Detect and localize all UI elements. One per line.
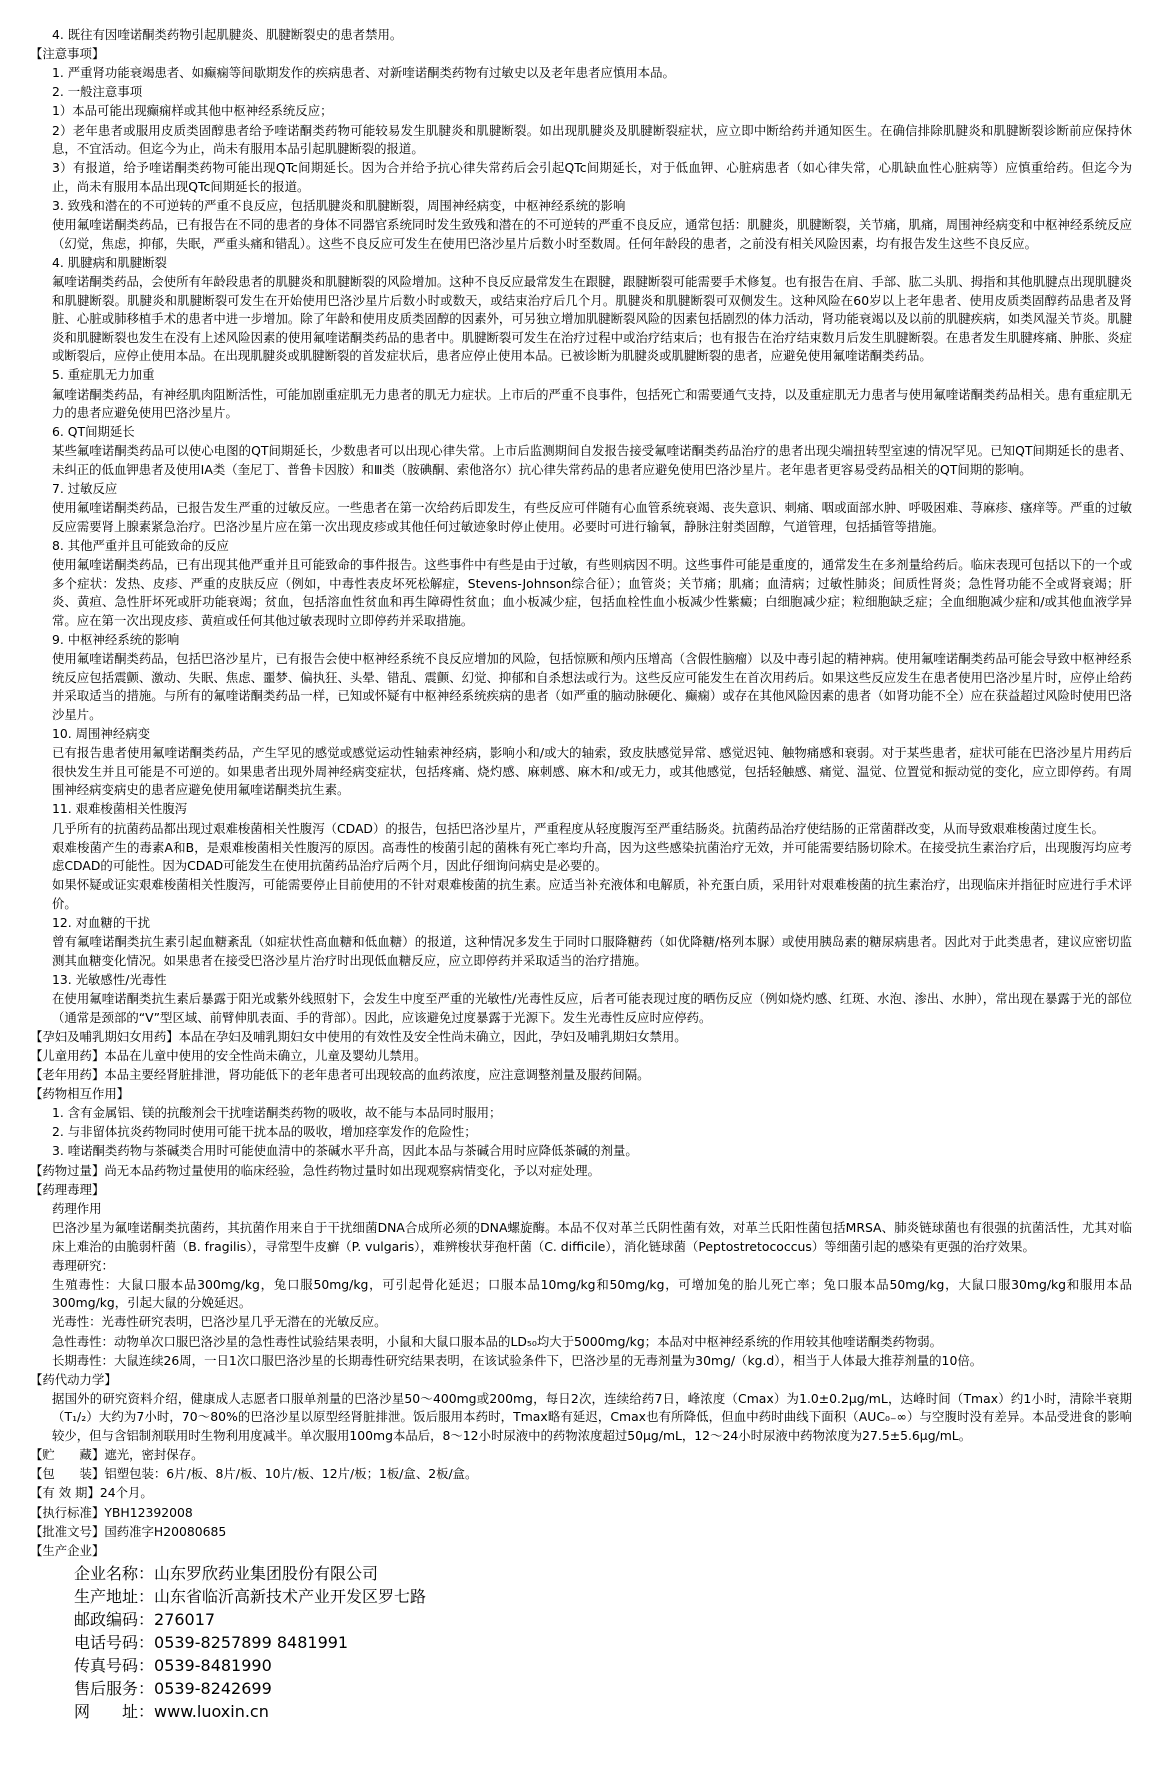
paragraph: 【执行标准】YBH12392008 xyxy=(30,1504,193,1520)
paragraph: 如果怀疑或证实艰难梭菌相关性腹泻，可能需要停止目前使用的不针对艰难梭菌的抗生素。应适当补充液体和电解质，补充蛋白质，采用针对艰难梭菌的抗生素治疗，出现临床并指征时应进行手术评价。 xyxy=(52,877,1132,912)
paragraph: 在使用氟喹诺酮类抗生素后暴露于阳光或紫外线照射下，会发生中度至严重的光敏性/光毒性反应，后者可能表现过度的晒伤反应（例如烧灼感、红斑、水泡、渗出、水肿），常出现在暴露于光的部位（通常是颈部的“V”型区域、前臂伸肌表面、手的背部）。因此，应该避免过度暴露于光源下。发生光毒性反应时应停药。 xyxy=(52,991,1132,1025)
paragraph: 【儿童用药】本品在儿童中使用的安全性尚未确立，儿童及婴幼儿禁用。 xyxy=(30,1047,427,1063)
paragraph: 2）老年患者或服用皮质类固醇患者给予喹诺酮类药物可能较易发生肌腱炎和肌腱断裂。如出现肌腱炎及肌腱断裂症状，应立即中断给药并通知医生。在确信排除肌腱炎和肌腱断裂诊断前应保持休息，不宜活动。但迄今为止，尚未有服用本品引起肌腱断裂的报道。 xyxy=(52,122,1132,157)
paragraph: 6. QT间期延长 xyxy=(52,424,135,440)
paragraph: 【药代动力学】 xyxy=(30,1371,117,1387)
manufacturer-row-label: 邮政编码： xyxy=(74,1609,155,1629)
manufacturer-row-value: 0539-8481990 xyxy=(154,1655,272,1675)
paragraph: 【孕妇及哺乳期妇女用药】本品在孕妇及哺乳期妇女中使用的有效性及安全性尚未确立，因此，孕妇及哺乳期妇女禁用。 xyxy=(30,1028,687,1044)
paragraph: 11. 艰难梭菌相关性腹泻 xyxy=(52,801,188,817)
paragraph: 【药物过量】尚无本品药物过量使用的临床经验，急性药物过量时如出现观察病情变化，予以对症处理。 xyxy=(30,1162,600,1178)
paragraph: 【注意事项】 xyxy=(30,46,105,62)
paragraph: 8. 其他严重并且可能致命的反应 xyxy=(52,537,229,553)
manufacturer-row xyxy=(74,1607,1132,1630)
paragraph: 使用氟喹诺酮类药品，已报告发生严重的过敏反应。一些患者在第一次给药后即发生，有些反应可伴随有心血管系统衰竭、丧失意识、刺痛、咽或面部水肿、呼吸困难、荨麻疹、瘙痒等。严重的过敏反应需要肾上腺素紧急治疗。巴洛沙星片应在第一次出现皮疹或其他任何过敏迹象时停止使用。必要时可进行输氧，静脉注射类固醇，气道管理，包括插管等措施。 xyxy=(52,500,1132,534)
paragraph: 巴洛沙星为氟喹诺酮类抗菌药，其抗菌作用来自于干扰细菌DNA合成所必须的DNA螺旋酶。本品不仅对革兰氏阴性菌有效，对革兰氏阳性菌包括MRSA、肺炎链球菌也有很强的抗菌活性，尤其对临床上难治的由脆弱杆菌（B. fragilis），寻常型牛皮癣（P. vulgaris），难辨梭状芽孢杆菌（C. difficile），消化链球菌（Peptostretococcus）等细菌引起的感染有更强的治疗效果。 xyxy=(52,1219,1132,1254)
paragraph: 已有报告患者使用氟喹诺酮类药品，产生罕见的感觉或感觉运动性轴索神经病，影响小和/或大的轴索，致皮肤感觉异常、感觉迟钝、触物痛感和衰弱。对于某些患者，症状可能在巴洛沙星片用药后很快发生并且可能是不可逆的。如果患者出现外周神经病变症状，包括疼痛、烧灼感、麻刺感、麻木和/或无力，或其他感觉，包括轻触感、痛觉、温觉、位置觉和振动觉的变化，应立即停药。有周围神经病变病史的患者应避免使用氟喹诺酮类抗生素。 xyxy=(52,745,1132,798)
paragraph: 【老年用药】本品主要经肾脏排泄，肾功能低下的老年患者可出现较高的血药浓度，应注意调整剂量及服药间隔。 xyxy=(30,1067,650,1083)
paragraph: 使用氟喹诺酮类药品，已有报告在不同的患者的身体不同器官系统同时发生致残和潜在的不可逆转的严重不良反应，通常包括：肌腱炎，肌腱断裂，关节痛，肌痛，周围神经病变和中枢神经系统反应（幻觉，焦虑，抑郁，失眠，严重头痛和错乱）。这些不良反应可发生在使用巴洛沙星片后数小时至数周。任何年龄段的患者，之前没有相关风险因素，均有报告发生这些不良反应。 xyxy=(52,217,1132,251)
paragraph: 4. 既往有因喹诺酮类药物引起肌腱炎、肌腱断裂史的患者禁用。 xyxy=(52,27,403,42)
paragraph: 【药物相互作用】 xyxy=(30,1086,130,1102)
paragraph: 据国外的研究资料介绍，健康成人志愿者口服单剂量的巴洛沙星50～400mg或200mg，每日2次，连续给药7日，峰浓度（Cmax）为1.0±0.2μg/mL，达峰时间（Tmax）约1小时，清除半衰期（T₁/₂）大约为7小时，70～80%的巴洛沙星以原型经肾脏排泄。饭后服用本药时，Tmax略有延迟，Cmax也有所降低，但血中药时曲线下面积（AUC₀₋∞）与空腹时没有差异。本品受进食的影响较少，但与含铝制剂联用时生物利用度减半。单次服用100mg本品后，8～12小时尿液中的药物浓度超过50μg/mL，12～24小时尿液中药物浓度为27.5±5.6μg/mL。 xyxy=(52,1390,1132,1444)
paragraph: 光毒性：光毒性研究表明，巴洛沙星几乎无潜在的光敏反应。 xyxy=(52,1314,387,1330)
manufacturer-row-value: 山东罗欣药业集团股份有限公司 xyxy=(154,1563,379,1583)
manufacturer-row-value: www.luoxin.cn xyxy=(154,1701,269,1721)
paragraph: 氟喹诺酮类药品，会使所有年龄段患者的肌腱炎和肌腱断裂的风险增加。这种不良反应最常发生在跟腱，跟腱断裂可能需要手术修复。也有报告在肩、手部、肱二头肌、拇指和其他肌腱点出现肌腱炎和肌腱断裂。肌腱炎和肌腱断裂可发生在开始使用巴洛沙星片后数小时或数天，或结束治疗后几个月。肌腱炎和肌腱断裂可双侧发生。这种风险在60岁以上老年患者、使用皮质类固醇药品患者及肾脏、心脏或肺移植手术的患者中进一步增加。除了年龄和使用皮质类固醇的因素外，可另独立增加肌腱断裂风险的因素包括剧烈的体力活动，肾功能衰竭以及以前的肌腱疾病，如类风湿关节炎。肌腱炎和肌腱断裂也发生在没有上述风险因素的使用氟喹诺酮类药品的患者中。肌腱断裂可发生在治疗过程中或治疗结束后；也有报告在治疗结束数月后发生肌腱断裂。在患者发生肌腱疼痛、肿胀、炎症或断裂后，应停止使用本品。在出现肌腱炎或肌腱断裂的首发症状后，患者应停止使用本品。已被诊断为肌腱炎或肌腱断裂的患者，应避免使用氟喹诺酮类药品。 xyxy=(52,273,1132,364)
manufacturer-row-label: 电话号码： xyxy=(74,1632,155,1652)
paragraph: 艰难梭菌产生的毒素A和B，是艰难梭菌相关性腹泻的原因。高毒性的梭菌引起的菌株有死亡率均升高，因为这些感染抗菌治疗无效，并可能需要结肠切除术。在接受抗生素治疗后，出现腹泻均应考虑CDAD的可能性。因为CDAD可能发生在使用抗菌药品治疗后两个月，因此仔细询问病史是必要的。 xyxy=(52,839,1132,874)
paragraph: 7. 过敏反应 xyxy=(52,481,118,497)
paragraph: 使用氟喹诺酮类药品，包括巴洛沙星片，已有报告会使中枢神经系统不良反应增加的风险，包括惊厥和颅内压增高（含假性脑瘤）以及中毒引起的精神病。使用氟喹诺酮类药品可能会导致中枢神经系统反应包括震颤、激动、失眠、焦虑、噩梦、偏执狂、头晕、错乱、震颤、幻觉、抑郁和自杀想法或行为。这些反应可能发生在首次用药后。如果这些反应发生在患者使用巴洛沙星片时，应停止给药并采取适当的措施。与所有的氟喹诺酮类药品一样，已知或怀疑有中枢神经系统疾病的患者（如严重的脑动脉硬化、癫痫）或存在其他风险因素的患者（如肾功能不全）应在获益超过风险时使用巴洛沙星片。 xyxy=(52,651,1132,722)
paragraph: 长期毒性：大鼠连续26周，一日1次口服巴洛沙星的长期毒性研究结果表明，在该试验条件下，巴洛沙星的无毒剂量为30mg/（kg.d），相当于人体最大推荐剂量的10倍。 xyxy=(52,1352,983,1368)
paragraph: 1. 含有金属铝、镁的抗酸剂会干扰喹诺酮类药物的吸收，故不能与本品同时服用； xyxy=(52,1105,502,1121)
manufacturer-block xyxy=(30,1561,1132,1722)
paragraph: 【包 装】铝塑包装：6片/板、8片/板、10片/板、12片/板；1板/盒、2板/盒。 xyxy=(30,1466,478,1482)
paragraph: 几乎所有的抗菌药品都出现过艰难梭菌相关性腹泻（CDAD）的报告，包括巴洛沙星片，严重程度从轻度腹泻至严重结肠炎。抗菌药品治疗使结肠的正常菌群改变，从而导致艰难梭菌过度生长。 xyxy=(52,820,1105,836)
paragraph: 曾有氟喹诺酮类抗生素引起血糖紊乱（如症状性高血糖和低血糖）的报道，这种情况多发生于同时口服降糖药（如优降糖/格列本脲）或使用胰岛素的糖尿病患者。因此对于此类患者，建议应密切监测其血糖变化情况。如果患者在接受巴洛沙星片治疗时出现低血糖反应，应立即停药并采取适当的治疗措施。 xyxy=(52,934,1132,968)
manufacturer-row-label: 网 址： xyxy=(74,1701,155,1721)
paragraph: 3）有报道，给予喹诺酮类药物可能出现QTc间期延长。因为合并给予抗心律失常药后会引起QTc间期延长，对于低血钾、心脏病患者（如心律失常，心肌缺血性心脏病等）应慎重给药。但迄今为止，尚未有服用本品出现QTc间期延长的报道。 xyxy=(52,160,1132,194)
paragraph: 【药理毒理】 xyxy=(30,1181,105,1197)
paragraph: 氟喹诺酮类药品，有神经肌肉阻断活性，可能加剧重症肌无力患者的肌无力症状。上市后的严重不良事件，包括死亡和需要通气支持，以及重症肌无力患者与使用氟喹诺酮类药品相关。患有重症肌无力的患者应避免使用巴洛沙星片。 xyxy=(52,386,1132,421)
paragraph: 毒理研究： xyxy=(52,1257,114,1273)
paragraph: 9. 中枢神经系统的影响 xyxy=(52,632,180,647)
paragraph: 【批准文号】国药准字H20080685 xyxy=(30,1523,227,1539)
manufacturer-row xyxy=(74,1699,1132,1722)
manufacturer-row-label: 企业名称： xyxy=(74,1563,155,1583)
manufacturer-row-value: 0539-8242699 xyxy=(154,1678,272,1698)
paragraph: 4. 肌腱病和肌腱断裂 xyxy=(52,254,167,270)
paragraph: 1. 严重肾功能衰竭患者、如癫痫等间歇期发作的疾病患者、对新喹诺酮类药物有过敏史以及老年患者应慎用本品。 xyxy=(52,65,675,81)
manufacturer-row-value: 276017 xyxy=(154,1609,216,1629)
paragraph: 12. 对血糖的干扰 xyxy=(52,915,150,931)
paragraph: 急性毒性：动物单次口服巴洛沙星的急性毒性试验结果表明，小鼠和大鼠口服本品的LD₅₀均大于5000mg/kg；本品对中枢神经系统的作用较其他喹诺酮类药物弱。 xyxy=(52,1333,943,1349)
manufacturer-row-label: 售后服务： xyxy=(74,1678,155,1698)
manufacturer-row-label: 生产地址： xyxy=(74,1586,155,1606)
paragraph: 【贮 藏】遮光，密封保存。 xyxy=(30,1447,204,1463)
paragraph: 2. 一般注意事项 xyxy=(52,84,143,100)
paragraph: 某些氟喹诺酮类药品可以使心电图的QT间期延长，少数患者可以出现心律失常。上市后监测期间自发报告接受氟喹诺酮类药品治疗的患者出现尖端扭转型室速的情况罕见。已知QT间期延长的患者、未纠正的低血钾患者及使用IA类（奎尼丁、普鲁卡因胺）和Ⅲ类（胺碘酮、索他洛尔）抗心律失常药品的患者应避免使用巴洛沙星片。老年患者更容易受药品相关的QT间期的影响。 xyxy=(52,443,1132,478)
manufacturer-row xyxy=(74,1653,1132,1676)
manufacturer-row xyxy=(74,1630,1132,1653)
paragraph: 生殖毒性：大鼠口服本品300mg/kg，兔口服50mg/kg，可引起骨化延迟；口服本品10mg/kg和50mg/kg，可增加兔的胎儿死亡率；兔口服本品50mg/kg，大鼠口服30mg/kg和服用本品300mg/kg，引起大鼠的分娩延迟。 xyxy=(52,1276,1132,1311)
paragraph: 【有 效 期】24个月。 xyxy=(30,1485,153,1501)
paragraph: 13. 光敏感性/光毒性 xyxy=(52,971,167,987)
manufacturer-row-value: 山东省临沂高新技术产业开发区罗七路 xyxy=(154,1586,427,1606)
paragraph: 3. 致残和潜在的不可逆转的严重不良反应，包括肌腱炎和肌腱断裂，周围神经病变，中枢神经系统的影响 xyxy=(52,197,626,213)
paragraph: 使用氟喹诺酮类药品，已有出现其他严重并且可能致命的事件报告。这些事件中有些是由于过敏，有些则病因不明。这些事件可能是重度的，通常发生在多剂量给药后。临床表现可包括以下的一个或多个症状：发热、皮疹、严重的皮肤反应（例如，中毒性表皮坏死松解症，Stevens-Johnson综合征）；血管炎；关节痛；肌痛；血清病；过敏性肺炎；间质性肾炎；急性肾功能不全或肾衰竭；肝炎、黄疸、急性肝坏死或肝功能衰竭；贫血，包括溶血性贫血和再生障碍性贫血；血小板减少症，包括血栓性血小板减少性紫癜；白细胞减少症；粒细胞缺乏症；全血细胞减少症和/或其他血液学异常。应在第一次出现皮疹、黄疸或任何其他过敏表现时立即停药并采取措施。 xyxy=(52,557,1132,628)
manufacturer-row-label: 传真号码： xyxy=(74,1655,155,1675)
paragraph: 【生产企业】 xyxy=(30,1542,105,1558)
manufacturer-row xyxy=(74,1676,1132,1699)
manufacturer-row-value: 0539-8257899 8481991 xyxy=(154,1632,349,1652)
manufacturer-row xyxy=(74,1561,1132,1584)
paragraph: 2. 与非留体抗炎药物同时使用可能干扰本品的吸收，增加痉挛发作的危险性； xyxy=(52,1124,477,1140)
paragraph: 10. 周围神经病变 xyxy=(52,726,150,742)
paragraph: 5. 重症肌无力加重 xyxy=(52,367,155,383)
paragraph: 1）本品可能出现癫痫样或其他中枢神经系统反应； xyxy=(52,103,333,119)
manufacturer-row xyxy=(74,1584,1132,1607)
paragraph: 药理作用 xyxy=(52,1200,102,1216)
document-body xyxy=(30,26,1132,1560)
paragraph: 3. 喹诺酮类药物与茶碱类合用时可能使血清中的茶碱水平升高，因此本品与茶碱合用时应降低茶碱的剂量。 xyxy=(52,1143,638,1159)
